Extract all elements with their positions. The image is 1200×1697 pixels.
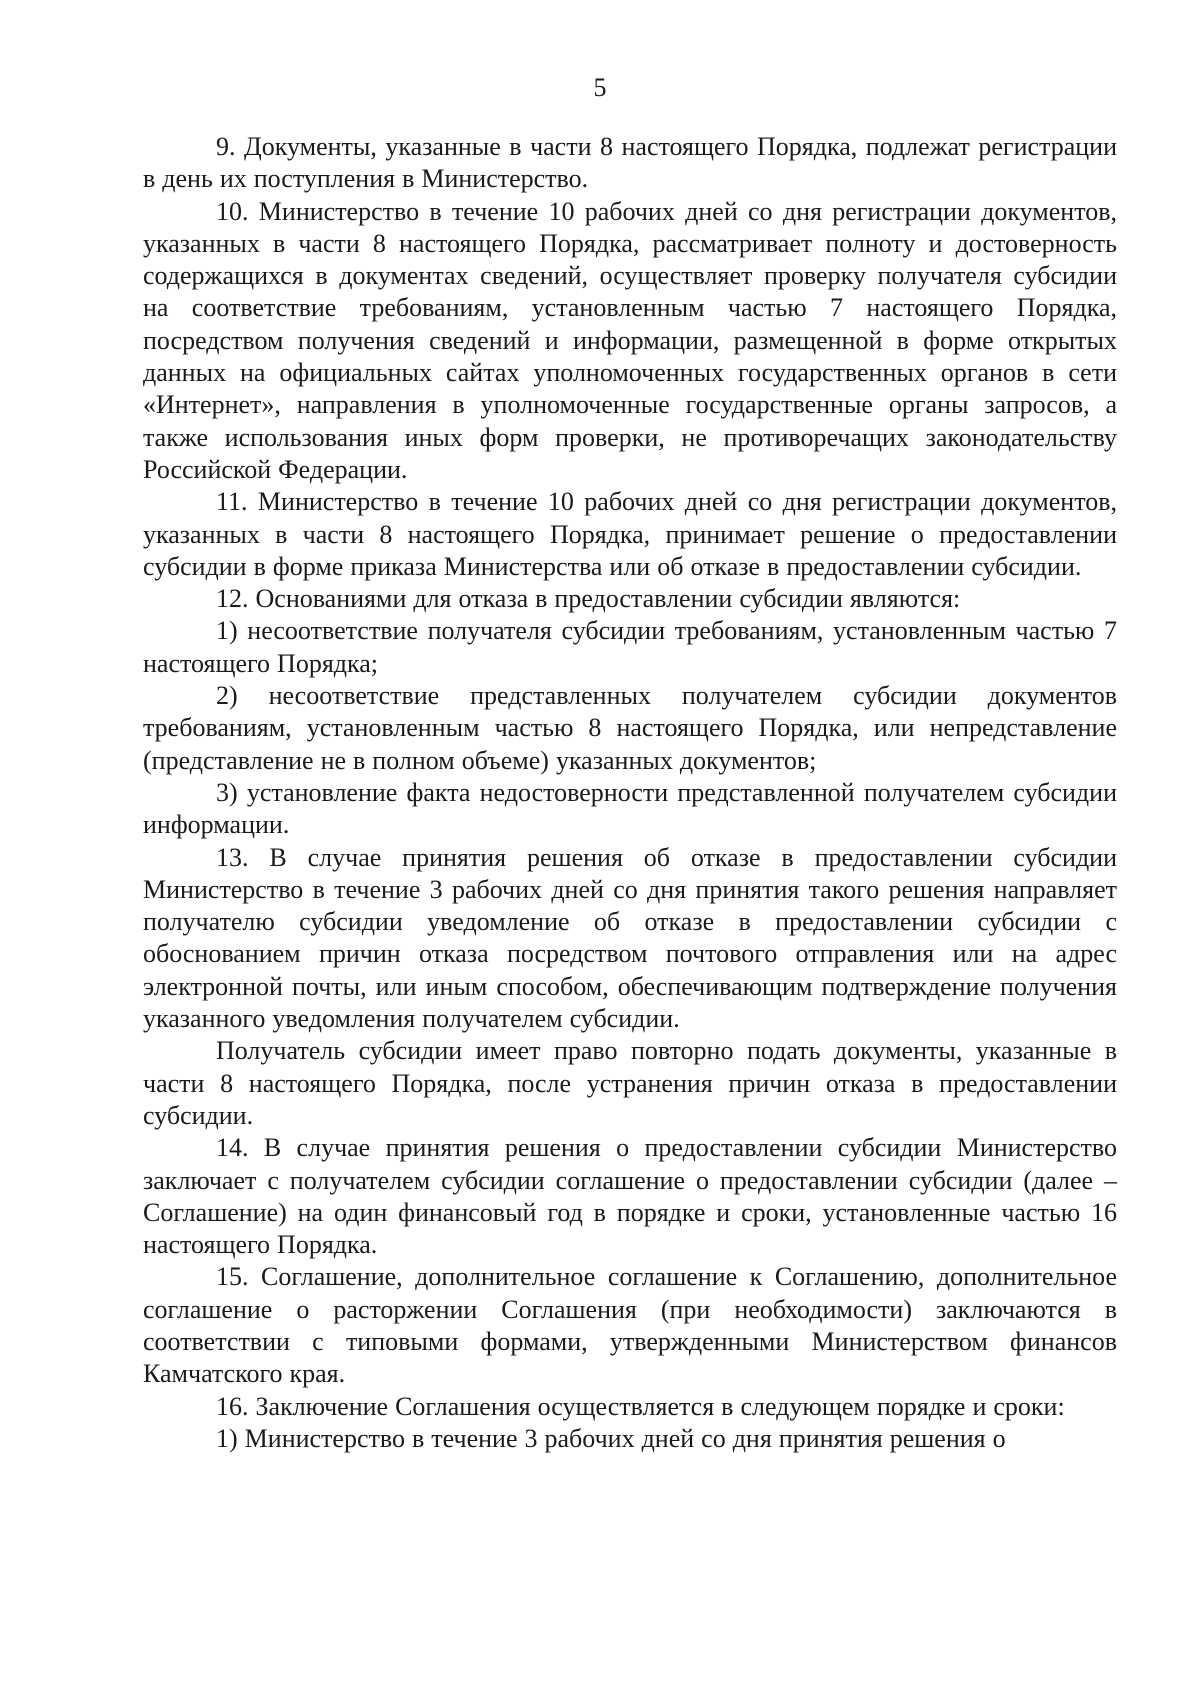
paragraph-12-item-1: 1) несоответствие получателя субсидии требованиям, установленным частью 7 настоящего Порядка; <box>143 616 1117 678</box>
paragraph-16-item-1: 1) Министерство в течение 3 рабочих дней со дня принятия решения о <box>216 1423 1006 1453</box>
paragraph-13: 13. В случае принятия решения об отказе в предоставлении субсидии Министерство в течение 3 рабочих дней со дня принятия такого решения направляет получателю субсидии уведомление об отказе в предоставлении субсидии с обоснованием причин отказа посредством почтового отправления или на адрес электронной почты, или иным способом, обеспечивающим подтверждение получения указанного уведомления получателем субсидии. <box>143 842 1117 1034</box>
paragraph-10: 10. Министерство в течение 10 рабочих дней со дня регистрации документов, указанных в части 8 настоящего Порядка, рассматривает полноту и достоверность содержащихся в документах сведений, осуществляет проверку получателя субсидии на соответствие требованиям, установленным частью 7 настоящего Порядка, посредством получения сведений и информации, размещенной в форме открытых данных на официальных сайтах уполномоченных государственных органов в сети «Интернет», направления в уполномоченные государственные органы запросов, а также использования иных форм проверки, не противоречащих законодательству Российской Федерации. <box>143 196 1117 484</box>
page-number: 5 <box>593 73 607 102</box>
paragraph-11: 11. Министерство в течение 10 рабочих дней со дня регистрации документов, указанных в части 8 настоящего Порядка, принимает решение о предоставлении субсидии в форме приказа Министерства или об отказе в предоставлении субсидии. <box>143 487 1117 581</box>
paragraph-9: 9. Документы, указанные в части 8 настоящего Порядка, подлежат регистрации в день их поступления в Министерство. <box>143 132 1117 194</box>
paragraph-12-item-2: 2) несоответствие представленных получателем субсидии документов требованиям, установленным частью 8 настоящего Порядка, или непредставление (представление не в полном объеме) указанных документов; <box>143 681 1117 775</box>
document-body <box>143 131 1117 1455</box>
paragraph-12: 12. Основаниями для отказа в предоставлении субсидии являются: <box>216 584 961 614</box>
paragraph-15: 15. Соглашение, дополнительное соглашение к Соглашению, дополнительное соглашение о расторжении Соглашения (при необходимости) заключаются в соответствии с типовыми формами, утвержденными Министерством финансов Камчатского края. <box>143 1262 1117 1389</box>
paragraph-16: 16. Заключение Соглашения осуществляется в следующем порядке и сроки: <box>216 1391 1065 1421</box>
paragraph-14: 14. В случае принятия решения о предоставлении субсидии Министерство заключает с получателем субсидии соглашение о предоставлении субсидии (далее – Соглашение) на один финансовый год в порядке и сроки, установленные частью 16 настоящего Порядка. <box>143 1133 1117 1260</box>
paragraph-13-continuation: Получатель субсидии имеет право повторно подать документы, указанные в части 8 настоящего Порядка, после устранения причин отказа в предоставлении субсидии. <box>143 1036 1117 1130</box>
paragraph-12-item-3: 3) установление факта недостоверности представленной получателем субсидии информации. <box>143 777 1117 840</box>
